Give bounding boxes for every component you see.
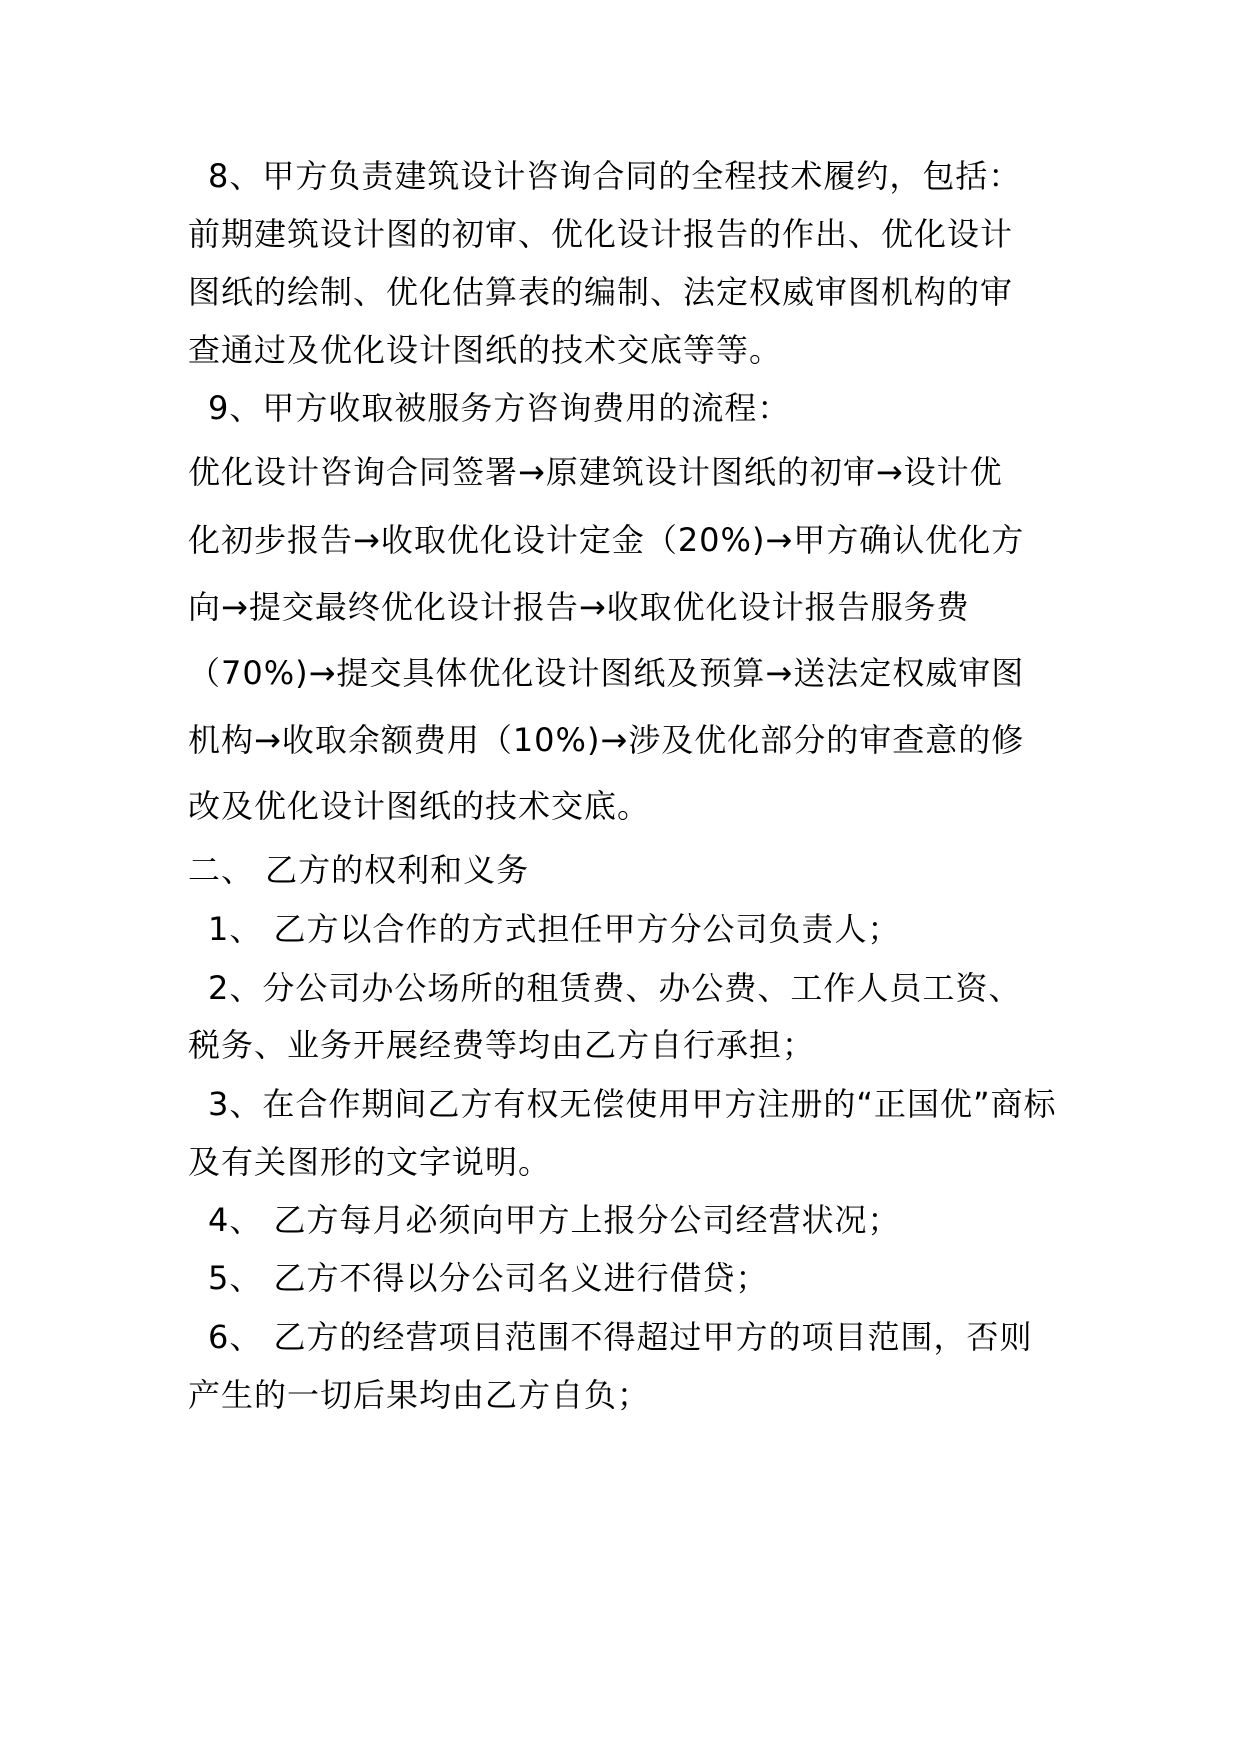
section2-item6-line1: 6、 乙方的经营项目范围不得超过甲方的项目范围，否则 [208,1318,1033,1356]
section2-item2-line1: 2、分公司办公场所的租赁费、办公费、工作人员工资、 [208,969,1022,1007]
section2-item3-line1: 3、在合作期间乙方有权无偿使用甲方注册的“正国优”商标 [208,1085,1057,1123]
item9-heading: 9、甲方收取被服务方咨询费用的流程： [208,389,791,427]
section2-item2-line2: 税务、业务开展经费等均由乙方自行承担； [188,1026,816,1064]
item8-line4: 查通过及优化设计图纸的技术交底等等。 [188,331,783,369]
item9-line2: 化初步报告→收取优化设计定金（20%)→甲方确认优化方 [188,521,1025,559]
section2-heading: 二、 乙方的权利和义务 [188,851,530,889]
item9-line1: 优化设计咨询合同签署→原建筑设计图纸的初审→设计优 [188,453,1003,491]
item8-line1: 8、甲方负责建筑设计咨询合同的全程技术履约，包括： [208,157,1022,195]
item9-line3: 向→提交最终优化设计报告→收取优化设计报告服务费 [188,588,970,626]
section2-item1: 1、 乙方以合作的方式担任甲方分公司负责人； [208,910,901,948]
item9-line4: （70%)→提交具体优化设计图纸及预算→送法定权威审图 [188,654,1025,692]
item8-line3: 图纸的绘制、优化估算表的编制、法定权威审图机构的审 [188,273,1014,311]
item9-line6: 改及优化设计图纸的技术交底。 [188,787,651,825]
section2-item3-line2: 及有关图形的文字说明。 [188,1143,552,1181]
section2-item6-line2: 产生的一切后果均由乙方自负； [188,1376,651,1414]
item9-line5: 机构→收取余额费用（10%)→涉及优化部分的审查意的修 [188,721,1025,759]
item8-line2: 前期建筑设计图的初审、优化设计报告的作出、优化设计 [188,215,1014,253]
section2-item5: 5、 乙方不得以分公司名义进行借贷； [208,1259,769,1297]
section2-item4: 4、 乙方每月必须向甲方上报分公司经营状况； [208,1201,901,1239]
